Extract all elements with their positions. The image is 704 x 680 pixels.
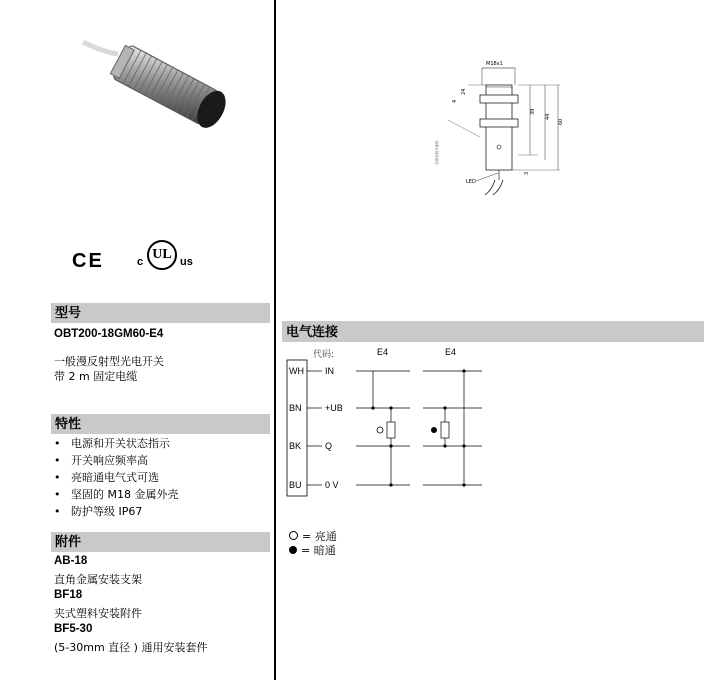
dark-on-indicator (431, 427, 437, 433)
wire-signal-ub: +UB (325, 403, 343, 413)
ul-circle: UL (147, 240, 177, 270)
feature-item: • 电源和开关状态指示 (54, 437, 170, 450)
filled-circle-icon (289, 546, 297, 554)
accessory-description: (5-30mm 直径 ) 通用安装套件 (54, 641, 208, 654)
accessory-description: 直角金属安装支架 (54, 573, 142, 586)
wire-color-wh: WH (289, 366, 304, 376)
feature-item: • 坚固的 M18 金属外壳 (54, 488, 179, 501)
wiring-col1-label: E4 (377, 347, 389, 357)
feature-item: • 开关响应频率高 (54, 454, 148, 467)
model-description-2: 带 2 m 固定电缆 (54, 370, 138, 383)
model-description-1: 一般漫反射型光电开关 (54, 355, 164, 368)
led-label: LED (466, 179, 476, 185)
model-code: OBT200-18GM60-E4 (54, 328, 164, 340)
accessory-code: BF5-30 (54, 623, 93, 635)
wiring-section-title: 电气连接 (282, 321, 704, 342)
dimension-drawing (420, 55, 580, 195)
wiring-diagram (280, 355, 500, 505)
model-section-title: 型号 (51, 303, 270, 323)
legend-light-on: = 亮通 (289, 528, 337, 544)
feature-item: • 防护等级 IP67 (54, 505, 143, 518)
dim-3-label: 3 (524, 171, 530, 175)
wire-signal-q: Q (325, 441, 333, 451)
wiring-col2-label: E4 (445, 347, 457, 357)
legend-dark-on: = 暗通 (289, 542, 336, 558)
wire-signal-0v: 0 V (325, 480, 339, 490)
accessory-description: 夹式塑料安装附件 (54, 607, 142, 620)
dim-thread-label: M18x1 (486, 61, 503, 67)
light-on-indicator (377, 427, 383, 433)
dim-24-label: 24 (461, 88, 467, 95)
dim-side-note: 灵敏度调节旋钮 (435, 140, 439, 165)
wiring-code-label: 代码: (313, 350, 335, 360)
open-circle-icon (289, 531, 298, 540)
column-divider (274, 0, 276, 680)
wire-signal-in: IN (325, 366, 334, 376)
ce-mark: CE (72, 250, 104, 272)
accessories-section-title: 附件 (51, 532, 270, 552)
feature-item: • 亮暗通电气式可选 (54, 471, 159, 484)
wire-color-bn: BN (289, 403, 302, 413)
dim-60-label: 60 (558, 118, 564, 125)
accessory-code: BF18 (54, 589, 83, 601)
dim-4-label: 4 (452, 99, 458, 103)
ul-c-letter: c (137, 256, 144, 268)
dim-44-label: 44 (545, 113, 551, 120)
features-section-title: 特性 (51, 414, 270, 434)
ul-mark (137, 238, 207, 278)
product-image (78, 22, 248, 162)
accessory-code: AB-18 (54, 555, 88, 567)
dim-39-label: 39 (530, 108, 536, 115)
ul-us-letters: us (180, 256, 193, 268)
wire-color-bu: BU (289, 480, 302, 490)
wire-color-bk: BK (289, 441, 302, 451)
features-list (54, 435, 178, 520)
